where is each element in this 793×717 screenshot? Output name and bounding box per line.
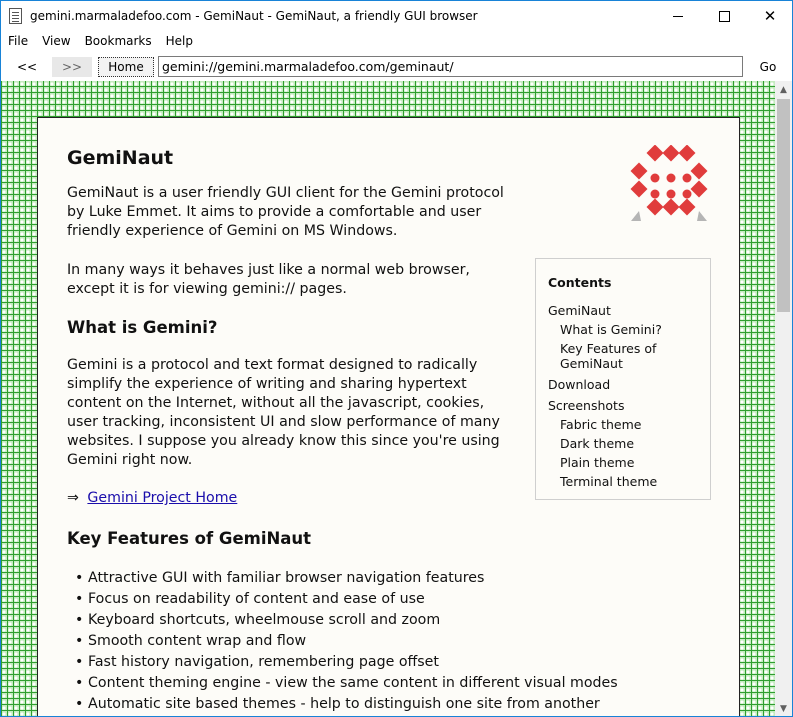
list-item: • Content theming engine - view the same content in different visual modes [88, 673, 618, 694]
vertical-scrollbar[interactable] [775, 81, 792, 717]
toc-item-download[interactable]: Download [548, 377, 611, 392]
title-bar [1, 1, 792, 31]
navigation-bar [1, 54, 792, 80]
window-title: gemini.marmaladefoo.com - GemiNaut - GemiNaut, a friendly GUI browser [30, 9, 478, 23]
close-icon: ✕ [763, 6, 777, 25]
menu-help[interactable]: Help [165, 34, 193, 48]
logo-diamonds [631, 145, 708, 221]
menu-file[interactable]: File [8, 34, 29, 48]
url-input[interactable]: gemini://gemini.marmaladefoo.com/geminaut/ [158, 56, 743, 77]
go-button[interactable]: Go [759, 60, 777, 74]
toc-title: Contents [548, 275, 612, 290]
list-item: • Keyboard shortcuts, wheelmouse scroll and zoom [88, 610, 618, 631]
what-is-gemini-heading: What is Gemini? [67, 318, 218, 337]
menu-bookmarks[interactable]: Bookmarks [84, 34, 152, 48]
toc-item-screenshots[interactable]: Screenshots [548, 398, 625, 413]
toc-item-terminal-theme[interactable]: Terminal theme [560, 474, 658, 489]
home-button[interactable]: Home [98, 57, 154, 77]
gemini-project-home-link[interactable]: Gemini Project Home [87, 490, 238, 506]
minimize-button[interactable] [655, 1, 701, 31]
toc-item-key-features[interactable]: Key Features of [560, 341, 657, 356]
intro-paragraph: GemiNaut is a user friendly GUI client for the Gemini protocol by Luke Emmet. It aims to provide a comfortable and user friendly experience of Gemini on MS Windows. [67, 185, 504, 239]
intro-paragraph-2: In many ways it behaves just like a normal web browser, except it is for viewing gemini:// pages. [67, 262, 470, 297]
page-content [37, 117, 740, 717]
menu-bar [1, 32, 792, 52]
list-item: • Fast history navigation, remembering page offset [88, 652, 618, 673]
toc-item-dark-theme[interactable]: Dark theme [560, 436, 635, 451]
toc-item-geminaut[interactable]: GemiNaut [548, 303, 611, 318]
what-is-gemini-paragraph: Gemini is a protocol and text format designed to radically simplify the experience of writing and sharing hypertext content on the Internet, without all the javascript, cookies, user tracking, inconsistent UI and slow performance of many websites. I suppose you already know this since you're using Gemini right now. [67, 357, 500, 468]
feature-list [88, 568, 618, 715]
close-button[interactable] [747, 1, 793, 31]
scrollbar-thumb[interactable] [777, 99, 790, 312]
logo-dots [651, 174, 692, 199]
link-arrow-icon: ⇒ [67, 490, 79, 506]
maximize-button[interactable] [701, 1, 747, 31]
list-item: • Smooth content wrap and flow [88, 631, 618, 652]
back-button[interactable]: << [16, 60, 38, 74]
table-of-contents [535, 258, 711, 500]
toc-item-fabric-theme[interactable]: Fabric theme [560, 417, 642, 432]
key-features-heading: Key Features of GemiNaut [67, 529, 312, 548]
menu-view[interactable]: View [42, 34, 71, 48]
page-title: GemiNaut [67, 147, 174, 169]
list-item: • Attractive GUI with familiar browser navigation features [88, 568, 618, 589]
scroll-up-icon[interactable]: ▲ [780, 84, 787, 95]
gemini-project-link-line [67, 490, 237, 506]
list-item: • Automatic site based themes - help to distinguish one site from another [88, 694, 618, 715]
list-item: • Focus on readability of content and ease of use [88, 589, 618, 610]
forward-button[interactable]: >> [52, 57, 92, 77]
content-viewport [1, 81, 775, 717]
scroll-down-icon[interactable]: ▼ [780, 703, 787, 714]
toc-item-what-is-gemini[interactable]: What is Gemini? [560, 322, 662, 337]
toc-item-key-features-cont[interactable]: GemiNaut [560, 356, 623, 371]
toc-item-plain-theme[interactable]: Plain theme [560, 455, 635, 470]
document-icon [9, 8, 22, 24]
geminaut-logo-icon [627, 145, 711, 229]
